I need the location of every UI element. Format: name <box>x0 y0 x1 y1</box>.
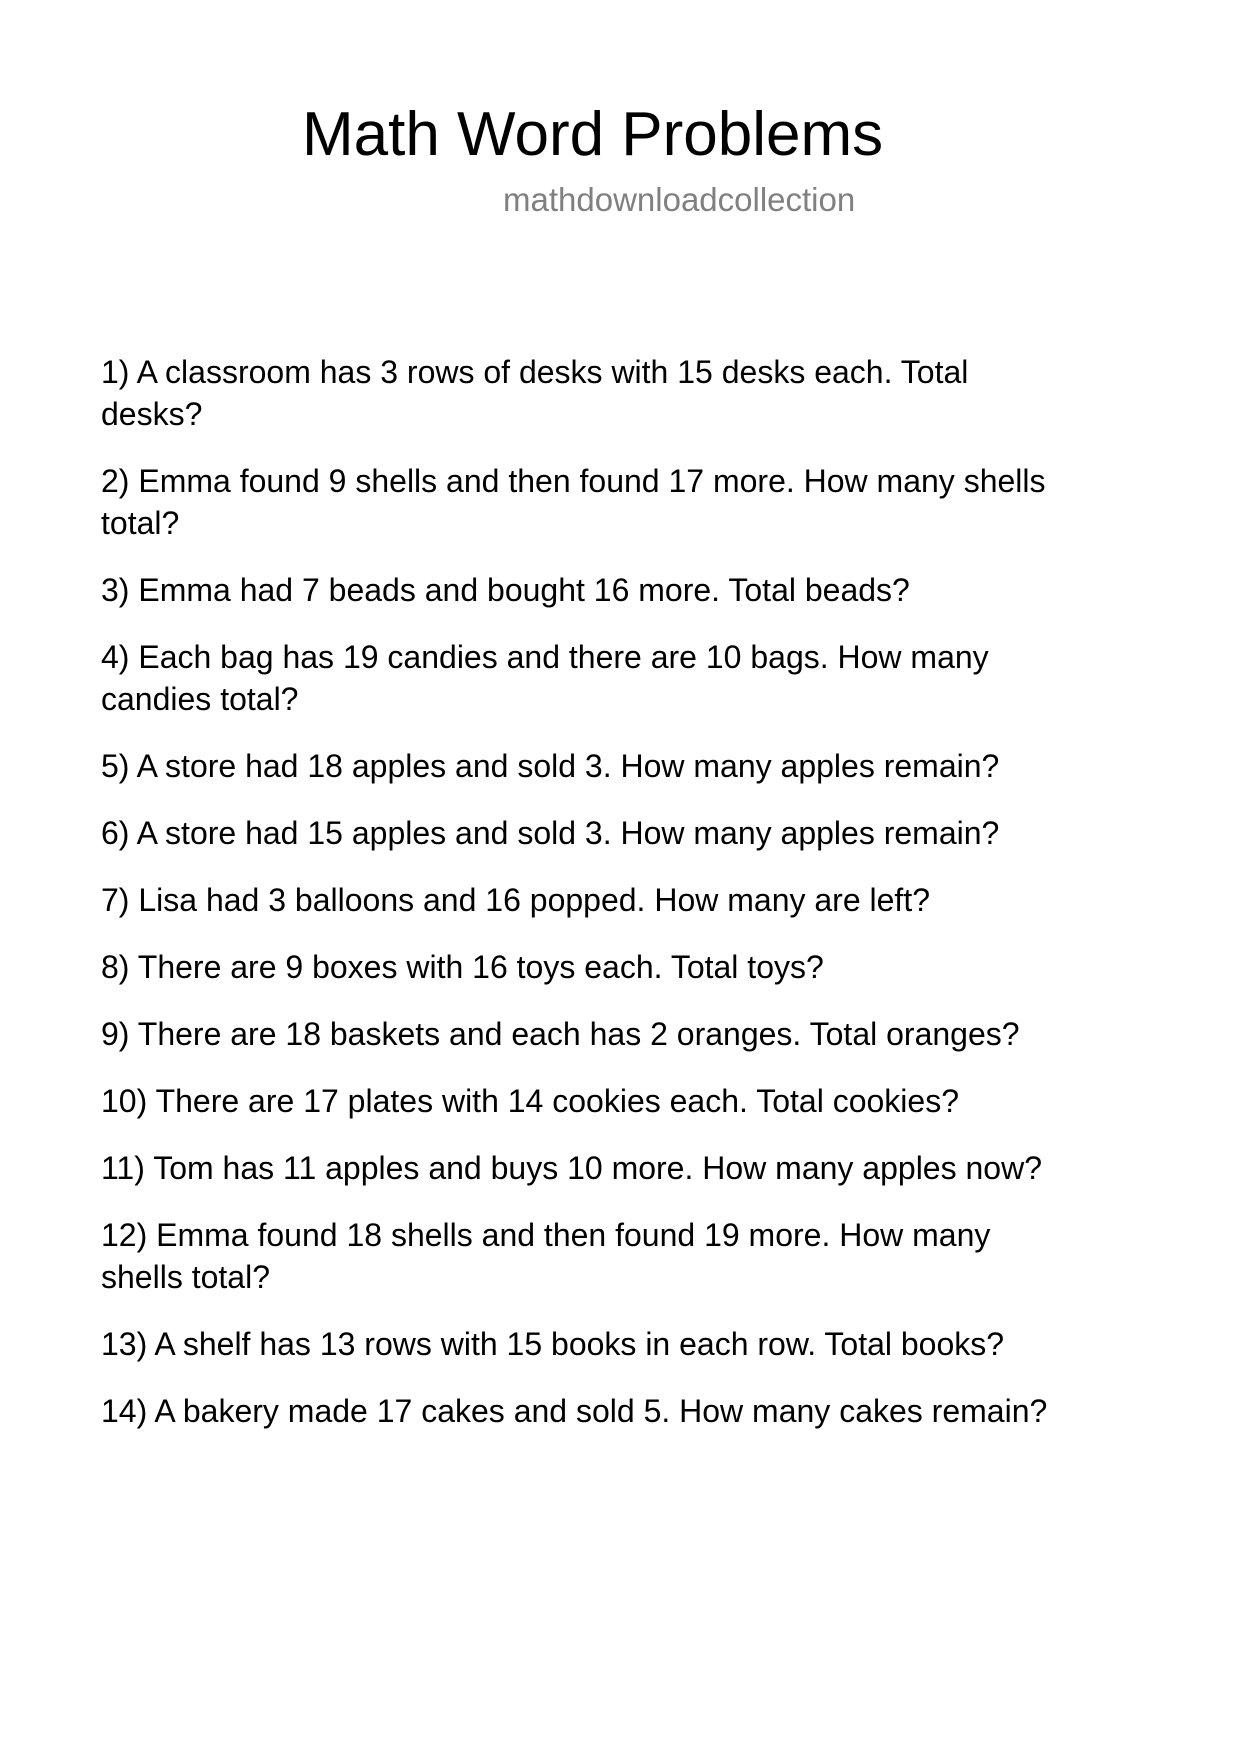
problem-item <box>101 745 1221 787</box>
problem-text-line: 11) Tom has 11 apples and buys 10 more. How many apples now? <box>101 1150 1042 1186</box>
page-subtitle: mathdownloadcollection <box>503 181 856 218</box>
problem-text-line: 10) There are 17 plates with 14 cookies each. Total cookies? <box>101 1083 959 1119</box>
problem-text-line: 6) A store had 15 apples and sold 3. How many apples remain? <box>101 815 1000 851</box>
problem-item <box>101 1323 1221 1365</box>
problem-item <box>101 1013 1221 1055</box>
problem-text-line: 14) A bakery made 17 cakes and sold 5. How many cakes remain? <box>101 1393 1048 1429</box>
problem-item <box>101 1390 1221 1432</box>
problem-item <box>101 812 1221 854</box>
problem-item <box>101 879 1221 921</box>
problem-text-line: 5) A store had 18 apples and sold 3. How many apples remain? <box>101 748 1000 784</box>
problem-text-line: shells total? <box>101 1259 270 1295</box>
problem-text-line: 7) Lisa had 3 balloons and 16 popped. How many are left? <box>101 882 930 918</box>
problem-item <box>101 1080 1221 1122</box>
problem-item <box>101 460 1221 544</box>
problem-text-line: total? <box>101 505 180 541</box>
page-title: Math Word Problems <box>302 100 884 169</box>
problem-item <box>101 946 1221 988</box>
problem-text-line: 1) A classroom has 3 rows of desks with 15 desks each. Total <box>101 354 969 390</box>
problem-text-line: 9) There are 18 baskets and each has 2 oranges. Total oranges? <box>101 1016 1020 1052</box>
problem-text-line: 12) Emma found 18 shells and then found 19 more. How many <box>101 1217 991 1253</box>
problem-text-line: 2) Emma found 9 shells and then found 17 more. How many shells <box>101 463 1046 499</box>
problem-text-line: 8) There are 9 boxes with 16 toys each. Total toys? <box>101 949 824 985</box>
problem-list <box>101 351 1221 1457</box>
problem-text-line: desks? <box>101 396 203 432</box>
problem-item <box>101 351 1221 435</box>
problem-text-line: 4) Each bag has 19 candies and there are 10 bags. How many <box>101 639 989 675</box>
problem-text-line: 3) Emma had 7 beads and bought 16 more. Total beads? <box>101 572 910 608</box>
problem-item <box>101 569 1221 611</box>
problem-item <box>101 1214 1221 1298</box>
problem-text-line: candies total? <box>101 681 299 717</box>
problem-item <box>101 636 1221 720</box>
problem-item <box>101 1147 1221 1189</box>
problem-text-line: 13) A shelf has 13 rows with 15 books in each row. Total books? <box>101 1326 1005 1362</box>
